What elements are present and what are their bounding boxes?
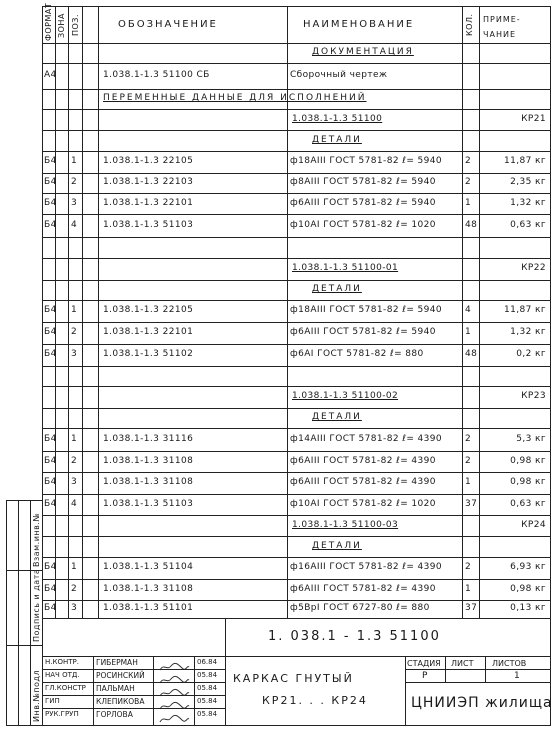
sign-date-label: Подпись и дата: [32, 568, 41, 642]
signature-row-rule: [42, 669, 225, 670]
row-rule: [42, 428, 551, 429]
note-cell: 11,87 кг: [504, 156, 546, 166]
signature-role: Н.КОНТР.: [45, 658, 79, 666]
qty-cell: 2: [465, 156, 472, 166]
row-rule: [42, 579, 551, 580]
signature-column-rule: [153, 656, 154, 725]
note-cell: КР22: [521, 263, 546, 273]
name-cell: ф6АIII ГОСТ 5781-82 ℓ= 4390: [290, 477, 436, 487]
name-cell: ф6АIII ГОСТ 5781-82 ℓ= 4390: [290, 584, 436, 594]
pos-cell: 1: [71, 156, 78, 166]
signature-column-rule: [93, 656, 94, 725]
designation-cell: 1.038.1-1.3 51102: [103, 349, 194, 359]
format-cell: Б4: [44, 434, 57, 444]
pos-cell: 2: [71, 177, 78, 187]
designation-cell: 1.038.1-1.3 51103: [103, 220, 194, 230]
note-cell: 6,93 кг: [510, 562, 546, 572]
variant-designation: 1.038.1-1.3 51100-02: [292, 391, 399, 401]
row-rule: [42, 557, 551, 558]
pos-cell: 4: [71, 499, 78, 509]
signature-scribble: [158, 709, 190, 719]
stage-label: СТАДИЯ: [407, 659, 441, 668]
header-pos: ПОЗ.: [71, 14, 80, 36]
row-rule: [42, 366, 551, 367]
qty-cell: 4: [465, 305, 472, 315]
pos-cell: 3: [71, 477, 78, 487]
name-cell: ф18АIII ГОСТ 5781-82 ℓ= 5940: [290, 305, 443, 315]
header-qty: КОЛ.: [465, 13, 474, 36]
name-cell: ф6АIII ГОСТ 5781-82 ℓ= 4390: [290, 456, 436, 466]
signature-role: ГИП: [45, 697, 60, 705]
row-rule: [42, 130, 551, 131]
designation-cell: 1.038.1-1.3 22105: [103, 305, 194, 315]
column-rule: [98, 6, 99, 618]
signature-scribble: [158, 657, 190, 667]
qty-cell: 2: [465, 562, 472, 572]
document-name-line2: КР21. . . КР24: [262, 694, 368, 707]
document-name-line1: КАРКАС ГНУТЫЙ: [233, 672, 354, 685]
signature-scribble: [158, 670, 190, 680]
column-rule: [462, 6, 463, 618]
section-heading: ДОКУМЕНТАЦИЯ: [312, 47, 414, 57]
signature-role: НАЧ ОТД.: [45, 671, 80, 679]
section-heading: ДЕТАЛИ: [312, 284, 362, 294]
note-cell: 0,98 кг: [510, 456, 546, 466]
row-rule: [42, 536, 551, 537]
qty-cell: 1: [465, 198, 472, 208]
signature-date: 05.84: [197, 684, 218, 692]
format-cell: Б4: [44, 349, 57, 359]
designation-cell: 1.038.1-1.3 51103: [103, 499, 194, 509]
signature-person: КЛЕПИКОВА: [96, 697, 145, 706]
note-cell: 5,3 кг: [516, 434, 546, 444]
qty-cell: 37: [465, 603, 478, 613]
format-cell: Б4: [44, 584, 57, 594]
pos-cell: 3: [71, 198, 78, 208]
header-zone: ЗОНА: [57, 13, 66, 38]
name-cell: ф8АIII ГОСТ 5781-82 ℓ= 5940: [290, 177, 436, 187]
signature-person: ПАЛЬМАН: [96, 684, 135, 693]
row-rule: [42, 494, 551, 495]
signature-column-rule: [225, 656, 226, 725]
note-cell: КР23: [521, 391, 546, 401]
name-cell: ф10АI ГОСТ 5781-82 ℓ= 1020: [290, 220, 436, 230]
column-rule: [479, 6, 480, 618]
row-rule: [42, 214, 551, 215]
sheet-label: ЛИСТ: [451, 659, 474, 668]
name-cell: ф14АIII ГОСТ 5781-82 ℓ= 4390: [290, 434, 443, 444]
designation-cell: 1.038.1-1.3 51104: [103, 562, 194, 572]
note-cell: КР24: [521, 520, 546, 530]
row-rule: [42, 386, 551, 387]
pos-cell: 2: [71, 456, 78, 466]
format-cell: Б4: [44, 603, 57, 613]
name-cell: Сборочный чертеж: [290, 70, 388, 80]
inv-original-label: Инв.№подл: [32, 669, 41, 722]
row-rule: [42, 258, 551, 259]
stage-value: Р: [422, 671, 428, 681]
variable-data-heading: ПЕРЕМЕННЫЕ ДАННЫЕ ДЛЯ ИСПОЛНЕНИЙ: [103, 93, 367, 103]
sheets-value: 1: [514, 671, 521, 681]
format-cell: Б4: [44, 305, 57, 315]
signature-date: 06.84: [197, 658, 218, 666]
note-cell: 1,32 кг: [510, 327, 546, 337]
qty-cell: 1: [465, 584, 472, 594]
row-rule: [42, 451, 551, 452]
note-cell: 11,87 кг: [504, 305, 546, 315]
format-cell: Б4: [44, 499, 57, 509]
variant-designation: 1.038.1-1.3 51100-01: [292, 263, 399, 273]
signature-person: ГОРЛОВА: [96, 710, 133, 719]
signature-row-rule: [42, 708, 225, 709]
qty-cell: 2: [465, 456, 472, 466]
header-format: ФОРМАТ: [44, 2, 53, 41]
format-cell: Б4: [44, 156, 57, 166]
note-cell: 0,98 кг: [510, 477, 546, 487]
signature-person: ГИБЕРМАН: [96, 658, 138, 667]
row-rule: [42, 109, 551, 110]
header-rule: [42, 43, 551, 44]
name-cell: ф16АIII ГОСТ 5781-82 ℓ= 4390: [290, 562, 443, 572]
note-cell: 0,63 кг: [510, 499, 546, 509]
qty-cell: 48: [465, 349, 478, 359]
row-rule: [42, 89, 551, 90]
sheets-label: ЛИСТОВ: [492, 659, 527, 668]
row-rule: [42, 280, 551, 281]
designation-cell: 1.038.1-1.3 31108: [103, 477, 194, 487]
qty-cell: 2: [465, 434, 472, 444]
designation-cell: 1.038.1-1.3 31116: [103, 434, 194, 444]
pos-cell: 3: [71, 349, 78, 359]
signature-person: РОСИНСКИЙ: [96, 671, 145, 680]
variant-designation: 1.038.1-1.3 51100: [292, 114, 383, 124]
signature-date: 05.84: [197, 671, 218, 679]
pos-cell: 2: [71, 327, 78, 337]
designation-cell: 1.038.1-1.3 22101: [103, 327, 194, 337]
header-note: ПРИМЕ-ЧАНИЕ: [483, 15, 521, 39]
inv-duplicate-label: Взам.инв.№: [32, 512, 41, 567]
column-rule: [82, 6, 83, 618]
column-rule: [68, 6, 69, 618]
signature-scribble: [158, 683, 190, 693]
row-rule: [42, 151, 551, 152]
format-cell: Б4: [44, 198, 57, 208]
pos-cell: 2: [71, 584, 78, 594]
note-cell: 2,35 кг: [510, 177, 546, 187]
row-rule: [42, 193, 551, 194]
format-cell: Б4: [44, 327, 57, 337]
row-rule: [42, 63, 551, 64]
format-cell: Б4: [44, 562, 57, 572]
designation-cell: 1.038.1-1.3 22103: [103, 177, 194, 187]
row-rule: [42, 344, 551, 345]
name-cell: ф6АIII ГОСТ 5781-82 ℓ= 5940: [290, 198, 436, 208]
section-heading: ДЕТАЛИ: [312, 541, 362, 551]
signature-column-rule: [194, 656, 195, 725]
name-cell: ф6АI ГОСТ 5781-82 ℓ= 880: [290, 349, 424, 359]
name-cell: ф18АIII ГОСТ 5781-82 ℓ= 5940: [290, 156, 443, 166]
designation-cell: 1.038.1-1.3 22101: [103, 198, 194, 208]
pos-cell: 1: [71, 434, 78, 444]
note-cell: 0,98 кг: [510, 584, 546, 594]
qty-cell: 48: [465, 220, 478, 230]
signature-column-rule: [42, 656, 43, 725]
note-cell: 0,2 кг: [516, 349, 546, 359]
signature-date: 05.84: [197, 697, 218, 705]
header-designation: ОБОЗНАЧЕНИЕ: [118, 19, 218, 30]
note-cell: 1,32 кг: [510, 198, 546, 208]
name-cell: ф10АI ГОСТ 5781-82 ℓ= 1020: [290, 499, 436, 509]
signature-row-rule: [42, 682, 225, 683]
row-rule: [42, 322, 551, 323]
signature-row-rule: [42, 695, 225, 696]
format-cell: Б4: [44, 177, 57, 187]
signature-date: 05.84: [197, 710, 218, 718]
name-cell: ф6АIII ГОСТ 5781-82 ℓ= 5940: [290, 327, 436, 337]
designation-cell: 1.038.1-1.3 51100 СБ: [103, 70, 210, 80]
qty-cell: 37: [465, 499, 478, 509]
pos-cell: 1: [71, 562, 78, 572]
designation-cell: 1.038.1-1.3 31108: [103, 456, 194, 466]
designation-cell: 1.038.1-1.3 51101: [103, 603, 194, 613]
variant-designation: 1.038.1-1.3 51100-03: [292, 520, 399, 530]
row-rule: [42, 515, 551, 516]
row-rule: [42, 600, 551, 601]
row-rule: [42, 237, 551, 238]
format-cell: А4: [44, 70, 57, 80]
format-cell: Б4: [44, 220, 57, 230]
frame-bottom: [42, 725, 551, 726]
note-cell: 0,63 кг: [510, 220, 546, 230]
designation-cell: 1.038.1-1.3 31108: [103, 584, 194, 594]
signature-role: ГЛ.КОНСТР: [45, 684, 86, 692]
row-rule: [42, 300, 551, 301]
section-heading: ДЕТАЛИ: [312, 412, 362, 422]
document-code: 1. 038.1 - 1.3 51100: [268, 629, 441, 644]
format-cell: Б4: [44, 477, 57, 487]
section-heading: ДЕТАЛИ: [312, 135, 362, 145]
row-rule: [42, 472, 551, 473]
row-rule: [42, 173, 551, 174]
pos-cell: 1: [71, 305, 78, 315]
pos-cell: 4: [71, 220, 78, 230]
organization-name: ЦНИИЭП жилища: [411, 695, 553, 711]
name-cell: ф5ВрI ГОСТ 6727-80 ℓ= 880: [290, 603, 430, 613]
qty-cell: 1: [465, 477, 472, 487]
signature-role: РУК.ГРУП: [45, 710, 79, 718]
signature-scribble: [158, 696, 190, 706]
qty-cell: 1: [465, 327, 472, 337]
frame-top: [42, 6, 551, 7]
pos-cell: 3: [71, 603, 78, 613]
qty-cell: 2: [465, 177, 472, 187]
designation-cell: 1.038.1-1.3 22105: [103, 156, 194, 166]
note-cell: КР21: [521, 114, 546, 124]
header-name: НАИМЕНОВАНИЕ: [303, 19, 415, 30]
note-cell: 0,13 кг: [510, 603, 546, 613]
row-rule: [42, 408, 551, 409]
format-cell: Б4: [44, 456, 57, 466]
